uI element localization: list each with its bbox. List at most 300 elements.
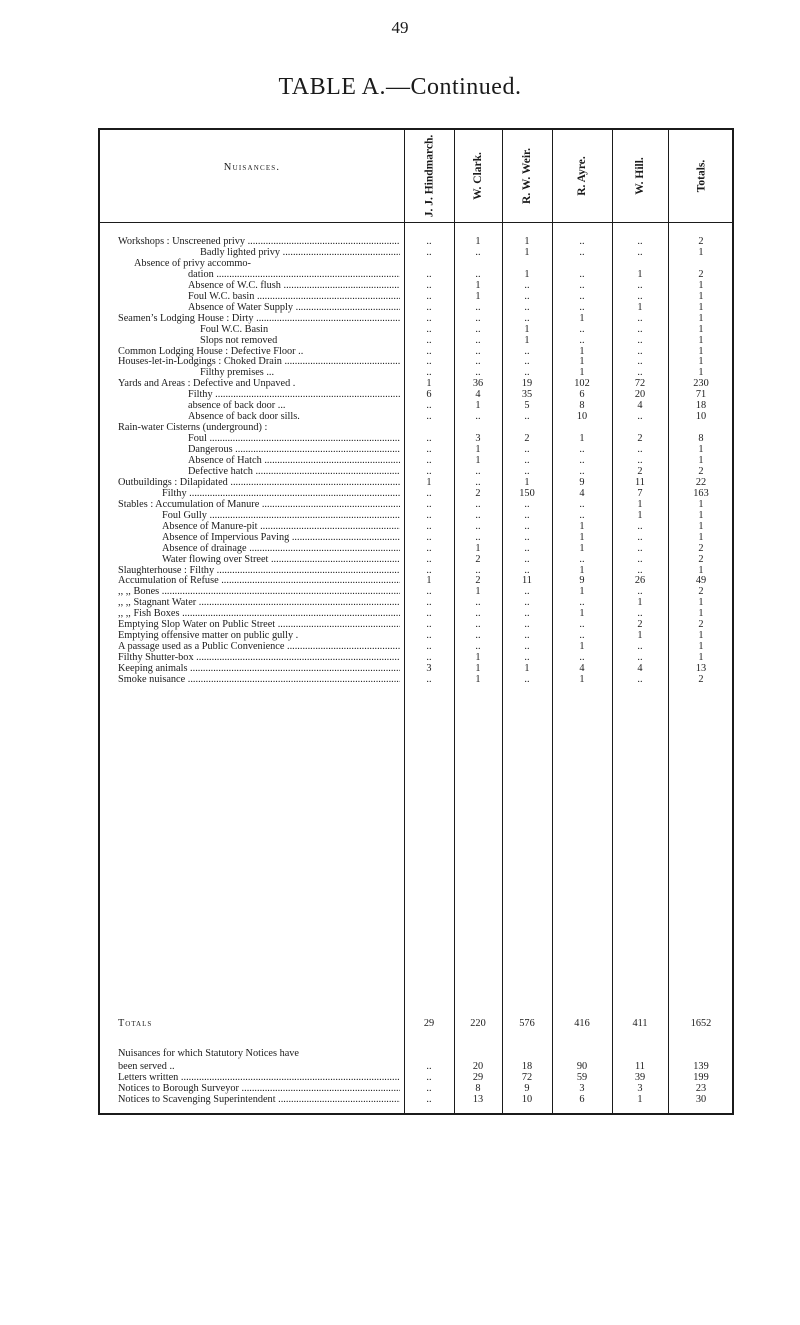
nuisance-count-cell: .. bbox=[637, 554, 643, 565]
nuisance-count-cell: 26 bbox=[634, 575, 646, 586]
nuisance-count-cell: 1 bbox=[698, 608, 704, 619]
column-divider bbox=[612, 130, 613, 1113]
nuisance-count-cell: 1 bbox=[475, 291, 481, 302]
nuisance-count-cell: 1 bbox=[698, 367, 704, 378]
nuisance-count-cell: .. bbox=[426, 367, 432, 378]
nuisance-count-cell: 2 bbox=[698, 619, 704, 630]
nuisance-count-cell: .. bbox=[524, 411, 530, 422]
nuisance-row-label: Outbuildings : Dilapidated ..... bbox=[118, 477, 400, 488]
notice-count-cell: 10 bbox=[521, 1094, 533, 1105]
nuisance-row-label: Seamen’s Lodging House : Dirty ..... bbox=[118, 313, 400, 324]
column-divider bbox=[552, 130, 553, 1113]
notice-count-cell: 6 bbox=[579, 1094, 585, 1105]
nuisance-count-cell: .. bbox=[637, 532, 643, 543]
nuisance-count-cell: .. bbox=[524, 313, 530, 324]
nuisance-count-cell: .. bbox=[426, 532, 432, 543]
nuisance-count-cell: 49 bbox=[695, 575, 707, 586]
nuisance-count-cell: .. bbox=[475, 346, 481, 357]
nuisance-count-cell: 1 bbox=[698, 444, 704, 455]
nuisance-count-cell: 1 bbox=[579, 356, 585, 367]
nuisance-count-cell: 1 bbox=[698, 630, 704, 641]
nuisance-count-cell: 2 bbox=[637, 466, 643, 477]
nuisance-count-cell: .. bbox=[475, 521, 481, 532]
nuisance-count-cell: .. bbox=[524, 597, 530, 608]
nuisance-row-label: ,, ,, Stagnant Water ..... bbox=[118, 597, 400, 608]
nuisance-row-label: Slops not removed bbox=[200, 335, 278, 346]
column-header-label: W. Hill. bbox=[633, 157, 646, 195]
nuisance-count-cell: .. bbox=[579, 280, 585, 291]
nuisance-count-cell: 163 bbox=[693, 488, 709, 499]
nuisance-count-cell: .. bbox=[426, 652, 432, 663]
nuisance-count-cell: .. bbox=[579, 247, 585, 258]
notice-row-label: Nuisances for which Statutory Notices have bbox=[118, 1048, 300, 1059]
nuisance-count-cell: 1 bbox=[475, 236, 481, 247]
nuisance-count-cell: .. bbox=[524, 510, 530, 521]
nuisance-count-cell: .. bbox=[475, 608, 481, 619]
nuisance-row-label: Absence of W.C. flush ..... bbox=[188, 280, 400, 291]
nuisance-count-cell: .. bbox=[426, 597, 432, 608]
nuisance-count-cell: 1 bbox=[698, 641, 704, 652]
nuisance-count-cell: .. bbox=[475, 335, 481, 346]
nuisance-count-cell: 1 bbox=[637, 597, 643, 608]
notice-count-cell: 23 bbox=[695, 1083, 707, 1094]
nuisance-count-cell: .. bbox=[475, 324, 481, 335]
nuisance-count-cell: .. bbox=[637, 313, 643, 324]
nuisance-row-label: Absence of privy accommo- bbox=[134, 258, 251, 269]
nuisance-count-cell: .. bbox=[426, 335, 432, 346]
nuisance-count-cell: 1 bbox=[637, 302, 643, 313]
nuisance-count-cell: 102 bbox=[574, 378, 590, 389]
nuisance-row-label: Smoke nuisance ..... bbox=[118, 674, 400, 685]
nuisance-count-cell: 1 bbox=[698, 302, 704, 313]
nuisance-count-cell: 1 bbox=[426, 378, 432, 389]
nuisance-count-cell: .. bbox=[524, 356, 530, 367]
nuisance-row-label: Workshops : Unscreened privy ..... bbox=[118, 236, 400, 247]
nuisance-count-cell: .. bbox=[426, 291, 432, 302]
nuisance-count-cell: 1 bbox=[579, 521, 585, 532]
nuisance-row-label: Foul W.C. Basin bbox=[200, 324, 269, 335]
nuisance-count-cell: .. bbox=[579, 619, 585, 630]
nuisance-row-label: Absence of Impervious Paving ..... bbox=[162, 532, 400, 543]
nuisance-count-cell: .. bbox=[524, 455, 530, 466]
nuisance-count-cell: 1 bbox=[698, 532, 704, 543]
nuisance-count-cell: 1 bbox=[475, 455, 481, 466]
nuisance-count-cell: .. bbox=[426, 521, 432, 532]
notice-count-cell: 1 bbox=[637, 1094, 643, 1105]
nuisance-count-cell: .. bbox=[475, 630, 481, 641]
nuisance-count-cell: 2 bbox=[698, 554, 704, 565]
column-header-clark bbox=[454, 130, 502, 222]
nuisance-count-cell: 11 bbox=[635, 477, 645, 488]
nuisance-count-cell: .. bbox=[579, 324, 585, 335]
nuisance-count-cell: 4 bbox=[579, 488, 585, 499]
nuisance-count-cell: 71 bbox=[695, 389, 707, 400]
nuisance-count-cell: 2 bbox=[475, 554, 481, 565]
nuisance-count-cell: .. bbox=[637, 641, 643, 652]
nuisance-count-cell: 18 bbox=[695, 400, 707, 411]
notice-count-cell: 39 bbox=[634, 1072, 646, 1083]
nuisance-count-cell: .. bbox=[524, 554, 530, 565]
nuisance-count-cell: 1 bbox=[524, 269, 530, 280]
nuisance-count-cell: .. bbox=[475, 356, 481, 367]
nuisance-row-label: Badly lighted privy ..... bbox=[200, 247, 400, 258]
nuisance-count-cell: .. bbox=[524, 291, 530, 302]
notice-count-cell: 199 bbox=[693, 1072, 709, 1083]
nuisance-count-cell: 1 bbox=[475, 400, 481, 411]
notice-row-label: Notices to Scavenging Superintendent ..... bbox=[118, 1094, 400, 1105]
nuisance-count-cell: .. bbox=[426, 247, 432, 258]
nuisance-count-cell: .. bbox=[524, 674, 530, 685]
nuisance-count-cell: 4 bbox=[475, 389, 481, 400]
nuisance-row-label: absence of back door ... bbox=[188, 400, 286, 411]
nuisance-count-cell: 1 bbox=[698, 510, 704, 521]
nuisance-count-cell: .. bbox=[475, 641, 481, 652]
nuisance-row-label: Yards and Areas : Defective and Unpaved . bbox=[118, 378, 296, 389]
nuisance-count-cell: 9 bbox=[579, 575, 585, 586]
nuisance-count-cell: 13 bbox=[695, 663, 707, 674]
nuisance-count-cell: 1 bbox=[637, 269, 643, 280]
nuisance-count-cell: 2 bbox=[698, 269, 704, 280]
nuisance-count-cell: .. bbox=[524, 619, 530, 630]
nuisance-count-cell: .. bbox=[475, 269, 481, 280]
nuisance-count-cell: .. bbox=[426, 630, 432, 641]
nuisance-count-cell: .. bbox=[426, 324, 432, 335]
nuisance-count-cell: 4 bbox=[579, 663, 585, 674]
nuisance-count-cell: 11 bbox=[522, 575, 532, 586]
column-header-totals bbox=[668, 130, 734, 222]
nuisance-count-cell: .. bbox=[579, 499, 585, 510]
nuisance-count-cell: .. bbox=[637, 291, 643, 302]
nuisance-row-label: Foul Gully ..... bbox=[162, 510, 400, 521]
nuisance-count-cell: .. bbox=[637, 324, 643, 335]
nuisance-count-cell: 22 bbox=[695, 477, 707, 488]
nuisance-count-cell: .. bbox=[475, 302, 481, 313]
nuisance-count-cell: .. bbox=[579, 466, 585, 477]
nuisance-count-cell: .. bbox=[524, 444, 530, 455]
nuisance-count-cell: .. bbox=[426, 356, 432, 367]
nuisance-count-cell: 1 bbox=[524, 324, 530, 335]
nuisance-count-cell: .. bbox=[524, 499, 530, 510]
nuisance-count-cell: .. bbox=[426, 280, 432, 291]
nuisance-count-cell: .. bbox=[579, 236, 585, 247]
nuisance-count-cell: .. bbox=[637, 543, 643, 554]
nuisance-row-label: A passage used as a Public Convenience ..... bbox=[118, 641, 400, 652]
column-header-ayre bbox=[552, 130, 612, 222]
nuisance-count-cell: 6 bbox=[579, 389, 585, 400]
nuisance-count-cell: 1 bbox=[698, 521, 704, 532]
nuisance-count-cell: .. bbox=[579, 630, 585, 641]
nuisance-count-cell: .. bbox=[637, 236, 643, 247]
nuisance-row-label: Rain-water Cisterns (underground) : bbox=[118, 422, 268, 433]
nuisance-count-cell: 230 bbox=[693, 378, 709, 389]
nuisance-count-cell: 8 bbox=[579, 400, 585, 411]
nuisance-count-cell: .. bbox=[426, 674, 432, 685]
nuisance-count-cell: 2 bbox=[475, 575, 481, 586]
notice-row-label: Letters written ..... bbox=[118, 1072, 400, 1083]
notice-count-cell: 72 bbox=[521, 1072, 533, 1083]
nuisance-count-cell: .. bbox=[637, 521, 643, 532]
totals-cell: 1652 bbox=[690, 1018, 712, 1029]
nuisance-count-cell: 6 bbox=[426, 389, 432, 400]
nuisance-count-cell: .. bbox=[426, 400, 432, 411]
nuisance-count-cell: 1 bbox=[579, 641, 585, 652]
nuisance-count-cell: 72 bbox=[634, 378, 646, 389]
notice-count-cell: 8 bbox=[475, 1083, 481, 1094]
nuisance-count-cell: .. bbox=[426, 543, 432, 554]
nuisance-row-label: Absence of back door sills. bbox=[188, 411, 300, 422]
nuisance-count-cell: .. bbox=[579, 444, 585, 455]
nuisance-count-cell: 8 bbox=[698, 433, 704, 444]
nuisance-row-label: Slaughterhouse : Filthy ..... bbox=[118, 565, 400, 576]
nuisance-count-cell: .. bbox=[426, 346, 432, 357]
column-divider bbox=[668, 130, 669, 1113]
column-header-weir bbox=[502, 130, 552, 222]
nuisance-count-cell: .. bbox=[524, 466, 530, 477]
nuisance-count-cell: 1 bbox=[524, 477, 530, 488]
nuisance-count-cell: 2 bbox=[698, 236, 704, 247]
nuisance-count-cell: .. bbox=[524, 346, 530, 357]
nuisance-count-cell: 1 bbox=[475, 444, 481, 455]
nuisance-count-cell: .. bbox=[579, 597, 585, 608]
nuisance-count-cell: 1 bbox=[698, 313, 704, 324]
nuisance-count-cell: 1 bbox=[475, 663, 481, 674]
nuisance-count-cell: .. bbox=[579, 652, 585, 663]
nuisance-count-cell: .. bbox=[475, 510, 481, 521]
nuisance-row-label: dation ..... bbox=[188, 269, 400, 280]
notice-count-cell: 30 bbox=[695, 1094, 707, 1105]
column-divider bbox=[404, 130, 405, 1113]
nuisance-row-label: Accumulation of Refuse ..... bbox=[118, 575, 400, 586]
nuisance-count-cell: .. bbox=[637, 356, 643, 367]
nuisance-count-cell: 1 bbox=[637, 499, 643, 510]
nuisance-count-cell: 1 bbox=[698, 346, 704, 357]
nuisance-count-cell: .. bbox=[475, 565, 481, 576]
nuisance-count-cell: .. bbox=[524, 652, 530, 663]
nuisance-count-cell: 1 bbox=[579, 532, 585, 543]
column-header-hindmarch bbox=[404, 130, 454, 222]
nuisance-count-cell: 1 bbox=[637, 510, 643, 521]
notice-count-cell: 3 bbox=[637, 1083, 643, 1094]
nuisance-count-cell: .. bbox=[426, 565, 432, 576]
nuisance-count-cell: .. bbox=[426, 236, 432, 247]
nuisance-count-cell: 1 bbox=[579, 565, 585, 576]
nuisance-count-cell: 10 bbox=[695, 411, 707, 422]
nuisances-column-header: Nuisances. bbox=[223, 162, 281, 173]
nuisance-count-cell: .. bbox=[579, 335, 585, 346]
nuisance-count-cell: .. bbox=[524, 543, 530, 554]
nuisance-count-cell: 1 bbox=[524, 663, 530, 674]
nuisance-count-cell: 1 bbox=[524, 335, 530, 346]
nuisance-count-cell: .. bbox=[524, 630, 530, 641]
nuisance-count-cell: .. bbox=[426, 269, 432, 280]
nuisance-count-cell: 2 bbox=[698, 586, 704, 597]
nuisance-count-cell: 36 bbox=[472, 378, 484, 389]
totals-cell: 29 bbox=[423, 1018, 435, 1029]
nuisance-count-cell: 1 bbox=[579, 586, 585, 597]
nuisance-row-label: Filthy ..... bbox=[188, 389, 400, 400]
notice-row-label: Notices to Borough Surveyor ..... bbox=[118, 1083, 400, 1094]
nuisance-count-cell: 1 bbox=[579, 543, 585, 554]
nuisance-count-cell: .. bbox=[426, 488, 432, 499]
nuisance-count-cell: 5 bbox=[524, 400, 530, 411]
nuisance-count-cell: 1 bbox=[698, 324, 704, 335]
nuisance-count-cell: 1 bbox=[426, 575, 432, 586]
nuisance-count-cell: .. bbox=[426, 433, 432, 444]
notice-count-cell: 11 bbox=[635, 1061, 645, 1072]
nuisance-row-label: Common Lodging House : Defective Floor .. bbox=[118, 346, 304, 357]
nuisance-count-cell: .. bbox=[426, 499, 432, 510]
notice-count-cell: .. bbox=[426, 1083, 432, 1094]
nuisance-count-cell: .. bbox=[524, 586, 530, 597]
column-header-label: R. Ayre. bbox=[576, 156, 588, 196]
nuisance-count-cell: 1 bbox=[698, 652, 704, 663]
nuisance-count-cell: 1 bbox=[579, 608, 585, 619]
nuisance-count-cell: 2 bbox=[475, 488, 481, 499]
nuisance-count-cell: 1 bbox=[698, 291, 704, 302]
column-header-hill bbox=[612, 130, 668, 222]
nuisance-count-cell: .. bbox=[426, 619, 432, 630]
nuisance-count-cell: 1 bbox=[475, 586, 481, 597]
nuisance-row-label: Emptying offensive matter on public gully . bbox=[118, 630, 299, 641]
nuisance-count-cell: 1 bbox=[579, 346, 585, 357]
nuisance-count-cell: .. bbox=[524, 641, 530, 652]
nuisance-row-label: Emptying Slop Water on Public Street ..... bbox=[118, 619, 400, 630]
nuisance-count-cell: .. bbox=[637, 674, 643, 685]
nuisance-count-cell: .. bbox=[579, 554, 585, 565]
nuisance-row-label: Foul W.C. basin ..... bbox=[188, 291, 400, 302]
nuisance-count-cell: 20 bbox=[634, 389, 646, 400]
nuisance-count-cell: 1 bbox=[579, 433, 585, 444]
nuisance-count-cell: .. bbox=[579, 510, 585, 521]
notice-count-cell: 29 bbox=[472, 1072, 484, 1083]
nuisance-count-cell: .. bbox=[637, 455, 643, 466]
nuisance-count-cell: 7 bbox=[637, 488, 643, 499]
nuisance-row-label: Filthy Shutter-box ..... bbox=[118, 652, 400, 663]
nuisance-row-label: Absence of Manure-pit ..... bbox=[162, 521, 400, 532]
nuisance-count-cell: .. bbox=[475, 367, 481, 378]
column-header-label: Totals. bbox=[695, 159, 707, 193]
nuisance-count-cell: .. bbox=[475, 466, 481, 477]
nuisance-row-label: Filthy ..... bbox=[162, 488, 400, 499]
column-header-label: W. Clark. bbox=[471, 152, 484, 200]
table-title: TABLE A.—Continued. bbox=[278, 74, 522, 100]
nuisance-count-cell: 1 bbox=[698, 455, 704, 466]
nuisance-count-cell: 1 bbox=[698, 597, 704, 608]
nuisance-row-label: Water flowing over Street ..... bbox=[162, 554, 400, 565]
nuisance-count-cell: 1 bbox=[579, 313, 585, 324]
nuisance-count-cell: 1 bbox=[698, 247, 704, 258]
nuisance-count-cell: .. bbox=[426, 641, 432, 652]
nuisance-count-cell: .. bbox=[524, 302, 530, 313]
nuisance-count-cell: .. bbox=[637, 247, 643, 258]
nuisance-count-cell: 1 bbox=[475, 280, 481, 291]
nuisance-count-cell: .. bbox=[426, 455, 432, 466]
nuisance-count-cell: 150 bbox=[519, 488, 535, 499]
nuisance-count-cell: .. bbox=[475, 411, 481, 422]
nuisance-count-cell: .. bbox=[475, 532, 481, 543]
nuisance-row-label: ,, ,, Bones ..... bbox=[118, 586, 400, 597]
nuisance-count-cell: .. bbox=[579, 302, 585, 313]
nuisance-count-cell: 1 bbox=[698, 565, 704, 576]
nuisance-count-cell: 2 bbox=[637, 433, 643, 444]
nuisance-count-cell: .. bbox=[637, 652, 643, 663]
nuisance-count-cell: .. bbox=[475, 477, 481, 488]
notice-count-cell: 9 bbox=[524, 1083, 530, 1094]
nuisance-count-cell: 1 bbox=[579, 674, 585, 685]
nuisance-count-cell: .. bbox=[426, 411, 432, 422]
nuisance-count-cell: 2 bbox=[524, 433, 530, 444]
nuisance-count-cell: .. bbox=[637, 411, 643, 422]
nuisance-count-cell: .. bbox=[426, 510, 432, 521]
column-divider bbox=[502, 130, 503, 1113]
nuisance-count-cell: .. bbox=[637, 367, 643, 378]
nuisance-row-label: Stables : Accumulation of Manure ..... bbox=[118, 499, 400, 510]
notice-count-cell: .. bbox=[426, 1061, 432, 1072]
nuisance-count-cell: .. bbox=[475, 247, 481, 258]
nuisance-count-cell: 1 bbox=[524, 247, 530, 258]
nuisance-row-label: Houses-let-in-Lodgings : Choked Drain ..... bbox=[118, 356, 400, 367]
nuisance-count-cell: .. bbox=[637, 346, 643, 357]
nuisance-count-cell: 9 bbox=[579, 477, 585, 488]
nuisance-count-cell: .. bbox=[524, 367, 530, 378]
nuisance-row-label: Foul ..... bbox=[188, 433, 400, 444]
notice-count-cell: 139 bbox=[693, 1061, 709, 1072]
nuisance-count-cell: 4 bbox=[637, 400, 643, 411]
nuisance-count-cell: .. bbox=[426, 444, 432, 455]
nuisance-row-label: Absence of drainage ..... bbox=[162, 543, 400, 554]
notice-count-cell: 59 bbox=[576, 1072, 588, 1083]
nuisance-count-cell: .. bbox=[524, 521, 530, 532]
nuisance-row-label: Dangerous ..... bbox=[188, 444, 400, 455]
column-header-label: J. J. Hindmarch. bbox=[423, 134, 436, 218]
column-header-label: R. W. Weir. bbox=[521, 148, 533, 204]
nuisance-count-cell: 1 bbox=[475, 543, 481, 554]
nuisance-count-cell: .. bbox=[637, 444, 643, 455]
nuisance-count-cell: 2 bbox=[698, 543, 704, 554]
nuisance-count-cell: .. bbox=[426, 313, 432, 324]
nuisance-row-label: Defective hatch ..... bbox=[188, 466, 400, 477]
nuisance-count-cell: 10 bbox=[576, 411, 588, 422]
totals-cell: 416 bbox=[574, 1018, 590, 1029]
nuisance-row-label: ,, ,, Fish Boxes ..... bbox=[118, 608, 400, 619]
nuisance-count-cell: 1 bbox=[698, 280, 704, 291]
nuisance-count-cell: 1 bbox=[475, 674, 481, 685]
notice-count-cell: 3 bbox=[579, 1083, 585, 1094]
nuisance-count-cell: 35 bbox=[521, 389, 533, 400]
nuisance-count-cell: .. bbox=[426, 586, 432, 597]
nuisance-count-cell: .. bbox=[426, 466, 432, 477]
nuisance-count-cell: .. bbox=[524, 565, 530, 576]
nuisance-count-cell: .. bbox=[475, 619, 481, 630]
nuisance-count-cell: 2 bbox=[698, 674, 704, 685]
nuisance-count-cell: 1 bbox=[698, 356, 704, 367]
nuisance-count-cell: .. bbox=[524, 280, 530, 291]
nuisance-count-cell: .. bbox=[475, 499, 481, 510]
nuisance-count-cell: .. bbox=[579, 291, 585, 302]
nuisance-count-cell: 19 bbox=[521, 378, 533, 389]
notice-row-label: been served .. bbox=[118, 1061, 175, 1072]
nuisance-count-cell: 2 bbox=[637, 619, 643, 630]
notice-count-cell: 20 bbox=[472, 1061, 484, 1072]
nuisance-count-cell: 3 bbox=[475, 433, 481, 444]
nuisance-count-cell: .. bbox=[637, 608, 643, 619]
nuisance-count-cell: 1 bbox=[698, 499, 704, 510]
nuisance-count-cell: .. bbox=[579, 269, 585, 280]
nuisance-row-label: Absence of Water Supply ..... bbox=[188, 302, 400, 313]
nuisance-count-cell: .. bbox=[637, 586, 643, 597]
nuisance-count-cell: .. bbox=[579, 455, 585, 466]
nuisance-count-cell: .. bbox=[637, 565, 643, 576]
